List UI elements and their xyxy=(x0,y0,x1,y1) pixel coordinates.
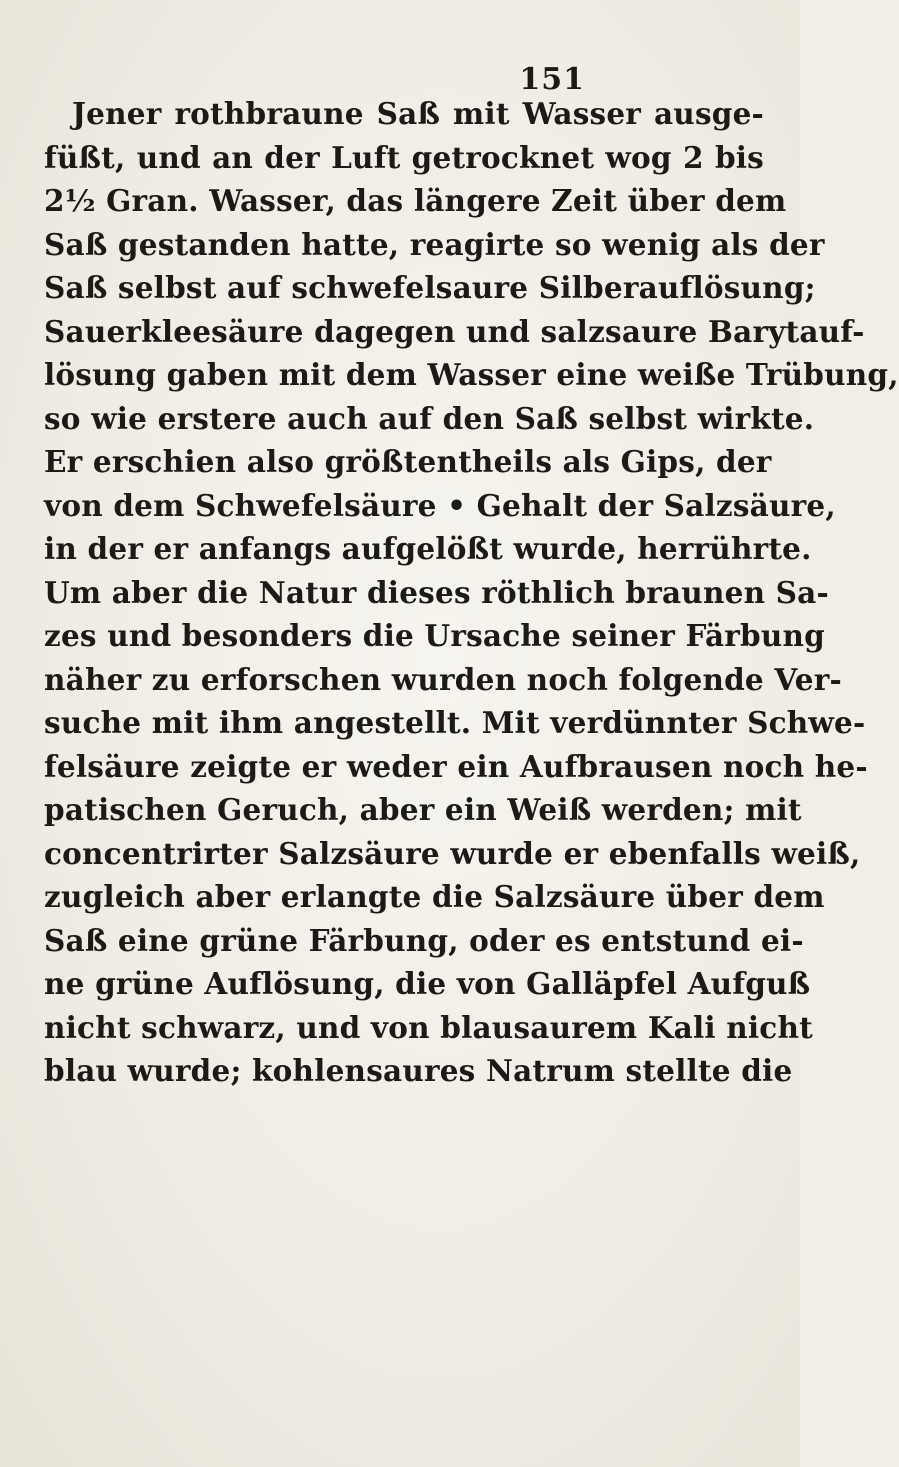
text-line: so wie erstere auch auf den Saß selbst wirkte. xyxy=(44,400,815,436)
text-line: Jener rothbraune Saß mit Wasser ausge- xyxy=(72,96,764,131)
text-line: ne grüne Auflösung, die von Galläpfel Aufguß xyxy=(44,966,811,1001)
text-line: Sauerkleesäure dagegen und salzsaure Barytauf- xyxy=(44,313,865,349)
text-line: Saß selbst auf schwefelsaure Silberauflösung; xyxy=(44,270,816,305)
text-line: näher zu erforschen wurden noch folgende Ver- xyxy=(44,661,842,697)
text-line: zes und besonders die Ursache seiner Färbung xyxy=(44,618,825,653)
text-line: concentrirter Salzsäure wurde er ebenfalls weiß, xyxy=(44,835,861,871)
text-line: Saß eine grüne Färbung, oder es entstund ei- xyxy=(44,922,804,958)
text-line: blau wurde; kohlensaures Natrum stellte die xyxy=(44,1053,793,1088)
body-text xyxy=(44,92,899,1093)
text-line: von dem Schwefelsäure • Gehalt der Salzsäure, xyxy=(44,487,836,523)
text-line: patischen Geruch, aber ein Weiß werden; mit xyxy=(44,792,802,827)
text-line: Um aber die Natur dieses röthlich braunen Sa- xyxy=(44,574,829,610)
text-line: suche mit ihm angestellt. Mit verdünnter Schwe- xyxy=(44,705,866,740)
text-line: zugleich aber erlangte die Salzsäure über dem xyxy=(44,879,825,914)
text-line: füßt, und an der Luft getrocknet wog 2 bis xyxy=(44,139,764,175)
text-line: 2½ Gran. Wasser, das längere Zeit über dem xyxy=(44,183,787,218)
text-line: lösung gaben mit dem Wasser eine weiße Trübung, xyxy=(44,357,899,392)
text-line: nicht schwarz, und von blausaurem Kali nicht xyxy=(44,1009,813,1045)
text-line: Saß gestanden hatte, reagirte so wenig als der xyxy=(44,226,825,262)
text-line: felsäure zeigte er weder ein Aufbrausen noch he- xyxy=(44,748,868,784)
page-number: 151 xyxy=(519,62,585,97)
text-line: in der er anfangs aufgelößt wurde, herrührte. xyxy=(44,531,812,566)
text-line: Er erschien also größtentheils als Gips, der xyxy=(44,444,772,479)
